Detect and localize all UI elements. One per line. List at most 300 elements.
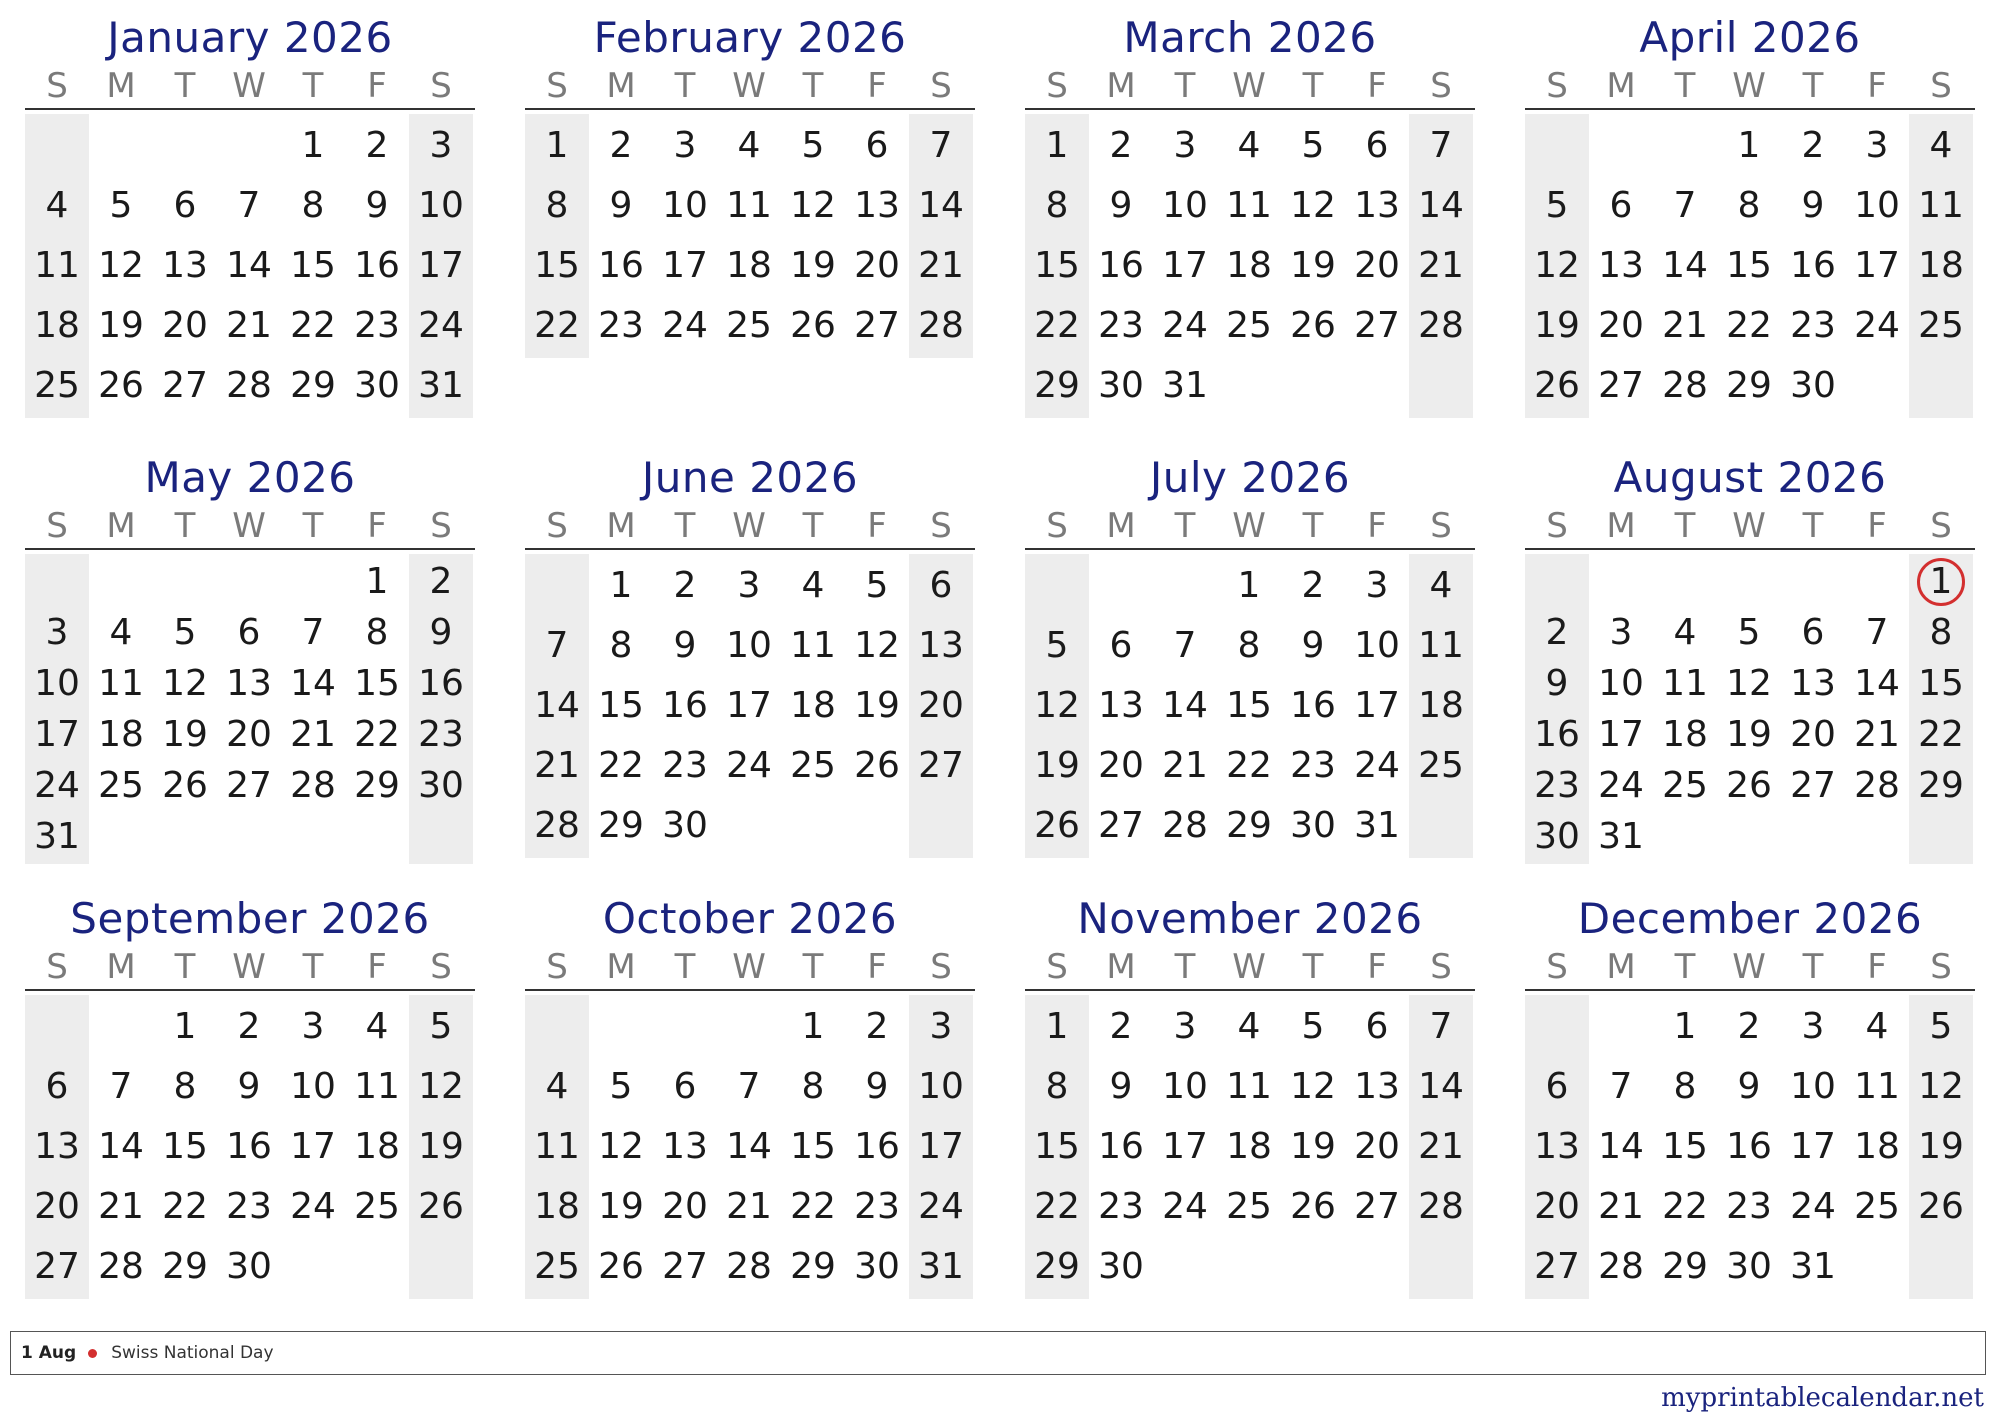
day-cell: 3 [1801, 1006, 1825, 1047]
day-cell: 20 [226, 714, 272, 755]
day-cell: 26 [1034, 805, 1080, 846]
weekday-header: W [1732, 506, 1766, 546]
day-cell: 5 [1045, 625, 1069, 666]
day-cell: 4 [1429, 565, 1453, 606]
day-cell: 18 [1226, 1126, 1272, 1167]
day-cell: 25 [1418, 745, 1464, 786]
day-cell: 12 [1534, 245, 1580, 286]
day-cell: 5 [173, 612, 197, 653]
weekday-header: S [430, 506, 452, 546]
day-cell: 25 [98, 765, 144, 806]
day-cell: 9 [1109, 185, 1133, 226]
day-cell: 18 [34, 305, 80, 346]
day-cell: 6 [173, 185, 197, 226]
holiday-dot-icon [88, 1349, 97, 1358]
day-cell: 16 [1534, 714, 1580, 755]
day-cell: 3 [1173, 125, 1197, 166]
day-cell: 15 [162, 1126, 208, 1167]
day-cell: 15 [1034, 1126, 1080, 1167]
day-cell: 5 [801, 125, 825, 166]
day-cell: 11 [354, 1066, 400, 1107]
day-cell: 22 [1918, 714, 1964, 755]
weekday-header: T [802, 506, 824, 546]
day-cell: 9 [365, 185, 389, 226]
day-cell: 6 [673, 1066, 697, 1107]
day-cell: 31 [418, 365, 464, 406]
day-cell: 20 [1354, 1126, 1400, 1167]
weekday-header-row [25, 504, 475, 550]
day-cell: 14 [1598, 1126, 1644, 1167]
day-cell: 7 [109, 1066, 133, 1107]
month-5 [25, 452, 475, 868]
day-cell: 12 [1726, 663, 1772, 704]
weekday-header-row [25, 945, 475, 991]
day-cell: 11 [1918, 185, 1964, 226]
day-cell: 22 [1662, 1186, 1708, 1227]
weekday-header: S [1046, 947, 1068, 987]
day-cell: 26 [1290, 1186, 1336, 1227]
day-cell: 10 [1162, 185, 1208, 226]
weekday-header: S [430, 947, 452, 987]
day-cell: 23 [1534, 765, 1580, 806]
day-cell: 18 [534, 1186, 580, 1227]
day-cell: 6 [45, 1066, 69, 1107]
day-cell: 10 [662, 185, 708, 226]
weekday-header: T [1674, 947, 1696, 987]
day-cell: 3 [1865, 125, 1889, 166]
day-cell: 2 [1737, 1006, 1761, 1047]
day-cell: 28 [1662, 365, 1708, 406]
day-cell: 17 [290, 1126, 336, 1167]
day-grid [1525, 110, 1975, 422]
day-cell: 19 [598, 1186, 644, 1227]
day-cell: 10 [1790, 1066, 1836, 1107]
day-cell: 20 [1098, 745, 1144, 786]
day-cell: 29 [162, 1246, 208, 1287]
weekday-header: M [106, 947, 136, 987]
weekday-header: S [1046, 66, 1068, 106]
day-cell: 26 [1918, 1186, 1964, 1227]
day-cell: 23 [662, 745, 708, 786]
day-cell: 23 [354, 305, 400, 346]
day-cell: 10 [290, 1066, 336, 1107]
day-cell: 25 [354, 1186, 400, 1227]
weekday-header: T [1302, 506, 1324, 546]
day-cell: 7 [237, 185, 261, 226]
month-title: February 2026 [593, 13, 907, 62]
day-cell: 16 [1726, 1126, 1772, 1167]
day-cell: 26 [790, 305, 836, 346]
day-cell: 21 [1598, 1186, 1644, 1227]
day-cell: 14 [1662, 245, 1708, 286]
day-cell: 21 [226, 305, 272, 346]
day-cell: 28 [1598, 1246, 1644, 1287]
weekday-header: S [930, 947, 952, 987]
day-cell: 11 [1418, 625, 1464, 666]
day-cell: 1 [1045, 125, 1069, 166]
weekday-header-row [25, 64, 475, 110]
month-title: April 2026 [1639, 13, 1861, 62]
day-cell: 13 [662, 1126, 708, 1167]
day-cell: 23 [1290, 745, 1336, 786]
day-cell: 26 [1534, 365, 1580, 406]
day-cell: 11 [34, 245, 80, 286]
day-cell: 4 [1865, 1006, 1889, 1047]
day-cell: 6 [1365, 125, 1389, 166]
day-cell: 7 [929, 125, 953, 166]
day-cell: 29 [1226, 805, 1272, 846]
weekday-header: F [867, 947, 887, 987]
weekday-header: S [930, 506, 952, 546]
day-cell: 26 [162, 765, 208, 806]
day-cell: 27 [1354, 1186, 1400, 1227]
day-cell: 12 [1290, 1066, 1336, 1107]
weekday-header: W [732, 66, 766, 106]
day-cell: 8 [545, 185, 569, 226]
weekday-header: T [302, 506, 324, 546]
day-cell: 22 [598, 745, 644, 786]
day-cell: 2 [365, 125, 389, 166]
weekday-header: F [1367, 66, 1387, 106]
day-cell: 6 [1609, 185, 1633, 226]
month-10 [525, 893, 975, 1303]
day-cell: 30 [1290, 805, 1336, 846]
day-cell: 11 [534, 1126, 580, 1167]
month-title: October 2026 [602, 894, 898, 943]
day-cell: 9 [1301, 625, 1325, 666]
day-cell: 10 [34, 663, 80, 704]
day-cell: 8 [1045, 1066, 1069, 1107]
day-cell: 17 [1790, 1126, 1836, 1167]
day-cell: 4 [737, 125, 761, 166]
day-cell: 23 [854, 1186, 900, 1227]
day-cell: 14 [290, 663, 336, 704]
day-cell: 3 [301, 1006, 325, 1047]
day-cell: 13 [226, 663, 272, 704]
day-cell: 4 [1929, 125, 1953, 166]
day-cell: 23 [1790, 305, 1836, 346]
day-cell: 1 [1737, 125, 1761, 166]
weekday-header: S [46, 947, 68, 987]
day-cell: 16 [1790, 245, 1836, 286]
weekday-header: T [174, 506, 196, 546]
day-cell: 22 [290, 305, 336, 346]
day-cell: 16 [418, 663, 464, 704]
day-cell: 29 [1034, 1246, 1080, 1287]
day-cell: 20 [1534, 1186, 1580, 1227]
day-cell: 27 [918, 745, 964, 786]
weekday-header: T [1674, 66, 1696, 106]
weekday-header: F [367, 947, 387, 987]
day-cell: 30 [1726, 1246, 1772, 1287]
day-cell: 16 [1098, 1126, 1144, 1167]
weekday-header: T [674, 506, 696, 546]
day-cell: 14 [1854, 663, 1900, 704]
day-cell: 11 [790, 625, 836, 666]
weekday-header: W [232, 947, 266, 987]
weekday-header: T [802, 947, 824, 987]
weekday-header: W [1732, 66, 1766, 106]
day-cell: 14 [1162, 685, 1208, 726]
day-grid [1025, 110, 1475, 422]
weekday-header: T [174, 947, 196, 987]
day-cell: 13 [1354, 1066, 1400, 1107]
weekday-header: M [1106, 947, 1136, 987]
weekday-header: F [367, 66, 387, 106]
day-cell: 15 [1726, 245, 1772, 286]
month-11 [1025, 893, 1475, 1303]
day-cell: 18 [1918, 245, 1964, 286]
day-cell: 19 [854, 685, 900, 726]
day-cell: 12 [418, 1066, 464, 1107]
day-cell: 3 [1609, 612, 1633, 653]
weekday-header: S [546, 506, 568, 546]
weekday-header-row [1025, 504, 1475, 550]
month-4 [1525, 12, 1975, 422]
day-grid [1525, 550, 1975, 868]
day-cell: 27 [662, 1246, 708, 1287]
day-cell: 17 [418, 245, 464, 286]
day-cell: 12 [162, 663, 208, 704]
day-cell: 19 [418, 1126, 464, 1167]
day-cell: 24 [418, 305, 464, 346]
day-cell: 2 [609, 125, 633, 166]
day-cell: 26 [598, 1246, 644, 1287]
day-grid [525, 991, 975, 1303]
day-cell: 5 [1545, 185, 1569, 226]
day-cell: 17 [34, 714, 80, 755]
day-cell: 24 [1162, 1186, 1208, 1227]
day-cell: 24 [290, 1186, 336, 1227]
day-grid [25, 110, 475, 422]
day-cell: 17 [1598, 714, 1644, 755]
weekday-header: F [367, 506, 387, 546]
day-cell: 21 [98, 1186, 144, 1227]
holiday-day-cell: 1 [1929, 561, 1953, 602]
day-cell: 2 [1801, 125, 1825, 166]
day-cell: 11 [726, 185, 772, 226]
month-1 [25, 12, 475, 422]
day-cell: 19 [1726, 714, 1772, 755]
day-cell: 9 [609, 185, 633, 226]
day-cell: 22 [790, 1186, 836, 1227]
day-cell: 3 [737, 565, 761, 606]
day-grid [25, 991, 475, 1303]
day-cell: 24 [1354, 745, 1400, 786]
weekday-header: W [232, 506, 266, 546]
month-title: August 2026 [1613, 453, 1887, 502]
day-cell: 1 [301, 125, 325, 166]
day-cell: 3 [1173, 1006, 1197, 1047]
day-cell: 8 [1929, 612, 1953, 653]
month-3 [1025, 12, 1475, 422]
weekday-header: W [1232, 66, 1266, 106]
day-cell: 10 [418, 185, 464, 226]
weekday-header: S [430, 66, 452, 106]
weekday-header: S [546, 947, 568, 987]
day-cell: 26 [98, 365, 144, 406]
day-cell: 12 [1290, 185, 1336, 226]
day-cell: 4 [1237, 1006, 1261, 1047]
day-cell: 19 [1290, 245, 1336, 286]
day-cell: 11 [1226, 1066, 1272, 1107]
day-cell: 8 [1237, 625, 1261, 666]
day-cell: 6 [1801, 612, 1825, 653]
day-cell: 30 [1790, 365, 1836, 406]
day-cell: 21 [290, 714, 336, 755]
day-cell: 25 [34, 365, 80, 406]
legend-date: 1 Aug [21, 1343, 77, 1363]
day-cell: 28 [1418, 305, 1464, 346]
day-cell: 31 [918, 1246, 964, 1287]
day-cell: 24 [1790, 1186, 1836, 1227]
day-cell: 28 [534, 805, 580, 846]
day-cell: 28 [1854, 765, 1900, 806]
weekday-header: S [1546, 506, 1568, 546]
day-cell: 15 [354, 663, 400, 704]
day-cell: 6 [929, 565, 953, 606]
day-cell: 24 [1854, 305, 1900, 346]
day-cell: 13 [918, 625, 964, 666]
day-cell: 5 [1301, 125, 1325, 166]
day-cell: 25 [1918, 305, 1964, 346]
day-cell: 1 [1673, 1006, 1697, 1047]
day-cell: 22 [162, 1186, 208, 1227]
day-cell: 13 [1790, 663, 1836, 704]
day-cell: 14 [1418, 1066, 1464, 1107]
day-cell: 27 [162, 365, 208, 406]
day-cell: 15 [290, 245, 336, 286]
day-cell: 19 [790, 245, 836, 286]
day-cell: 4 [1237, 125, 1261, 166]
weekday-header: T [1802, 947, 1824, 987]
day-cell: 10 [1162, 1066, 1208, 1107]
day-cell: 13 [1534, 1126, 1580, 1167]
weekday-header: M [1606, 66, 1636, 106]
day-cell: 9 [1737, 1066, 1761, 1107]
day-cell: 12 [790, 185, 836, 226]
weekday-header: W [1232, 506, 1266, 546]
day-cell: 31 [34, 816, 80, 857]
weekday-header: M [106, 66, 136, 106]
day-cell: 29 [1918, 765, 1964, 806]
weekday-header: S [1930, 947, 1952, 987]
day-cell: 27 [854, 305, 900, 346]
site-watermark[interactable]: myprintablecalendar.net [1661, 1383, 1984, 1413]
weekday-header: M [606, 66, 636, 106]
day-cell: 23 [598, 305, 644, 346]
day-cell: 13 [1598, 245, 1644, 286]
weekday-header: T [802, 66, 824, 106]
day-cell: 30 [354, 365, 400, 406]
day-cell: 20 [662, 1186, 708, 1227]
day-cell: 28 [1162, 805, 1208, 846]
day-cell: 24 [918, 1186, 964, 1227]
day-cell: 21 [726, 1186, 772, 1227]
day-cell: 26 [418, 1186, 464, 1227]
day-cell: 28 [726, 1246, 772, 1287]
day-cell: 10 [1854, 185, 1900, 226]
day-cell: 2 [865, 1006, 889, 1047]
day-cell: 2 [429, 561, 453, 602]
weekday-header-row [1025, 945, 1475, 991]
day-cell: 13 [162, 245, 208, 286]
day-cell: 21 [534, 745, 580, 786]
weekday-header: F [1867, 66, 1887, 106]
day-cell: 3 [929, 1006, 953, 1047]
weekday-header: T [1174, 506, 1196, 546]
day-cell: 6 [1109, 625, 1133, 666]
day-cell: 19 [1034, 745, 1080, 786]
weekday-header: F [867, 66, 887, 106]
day-cell: 14 [1418, 185, 1464, 226]
day-cell: 24 [34, 765, 80, 806]
day-cell: 4 [545, 1066, 569, 1107]
day-cell: 14 [726, 1126, 772, 1167]
day-cell: 17 [726, 685, 772, 726]
weekday-header: M [606, 947, 636, 987]
day-cell: 17 [1162, 245, 1208, 286]
day-cell: 8 [1045, 185, 1069, 226]
day-cell: 16 [598, 245, 644, 286]
weekday-header: T [302, 947, 324, 987]
weekday-header: W [732, 506, 766, 546]
weekday-header-row [1025, 64, 1475, 110]
weekday-header: S [1930, 66, 1952, 106]
day-cell: 4 [45, 185, 69, 226]
day-cell: 11 [98, 663, 144, 704]
day-grid [1025, 550, 1475, 862]
day-cell: 29 [1726, 365, 1772, 406]
day-cell: 20 [1354, 245, 1400, 286]
day-cell: 16 [854, 1126, 900, 1167]
day-cell: 10 [726, 625, 772, 666]
day-cell: 12 [98, 245, 144, 286]
weekday-header: T [1174, 947, 1196, 987]
day-cell: 10 [1598, 663, 1644, 704]
day-cell: 6 [1545, 1066, 1569, 1107]
day-grid [1525, 991, 1975, 1303]
day-cell: 3 [1365, 565, 1389, 606]
day-cell: 23 [1098, 1186, 1144, 1227]
day-cell: 5 [429, 1006, 453, 1047]
weekday-header: M [1106, 66, 1136, 106]
day-cell: 25 [1662, 765, 1708, 806]
weekday-header: T [1802, 506, 1824, 546]
day-cell: 4 [109, 612, 133, 653]
day-cell: 17 [1162, 1126, 1208, 1167]
day-cell: 23 [418, 714, 464, 755]
day-cell: 29 [1034, 365, 1080, 406]
weekday-header-row [1525, 504, 1975, 550]
day-cell: 7 [545, 625, 569, 666]
weekday-header: T [674, 947, 696, 987]
day-grid [525, 110, 975, 362]
day-cell: 24 [1162, 305, 1208, 346]
day-cell: 20 [918, 685, 964, 726]
day-cell: 10 [918, 1066, 964, 1107]
day-cell: 25 [1854, 1186, 1900, 1227]
day-cell: 15 [1918, 663, 1964, 704]
day-cell: 20 [1790, 714, 1836, 755]
day-cell: 19 [1290, 1126, 1336, 1167]
day-cell: 23 [226, 1186, 272, 1227]
day-cell: 25 [1226, 1186, 1272, 1227]
day-cell: 16 [1098, 245, 1144, 286]
day-cell: 27 [34, 1246, 80, 1287]
day-cell: 9 [1801, 185, 1825, 226]
day-cell: 30 [1098, 365, 1144, 406]
